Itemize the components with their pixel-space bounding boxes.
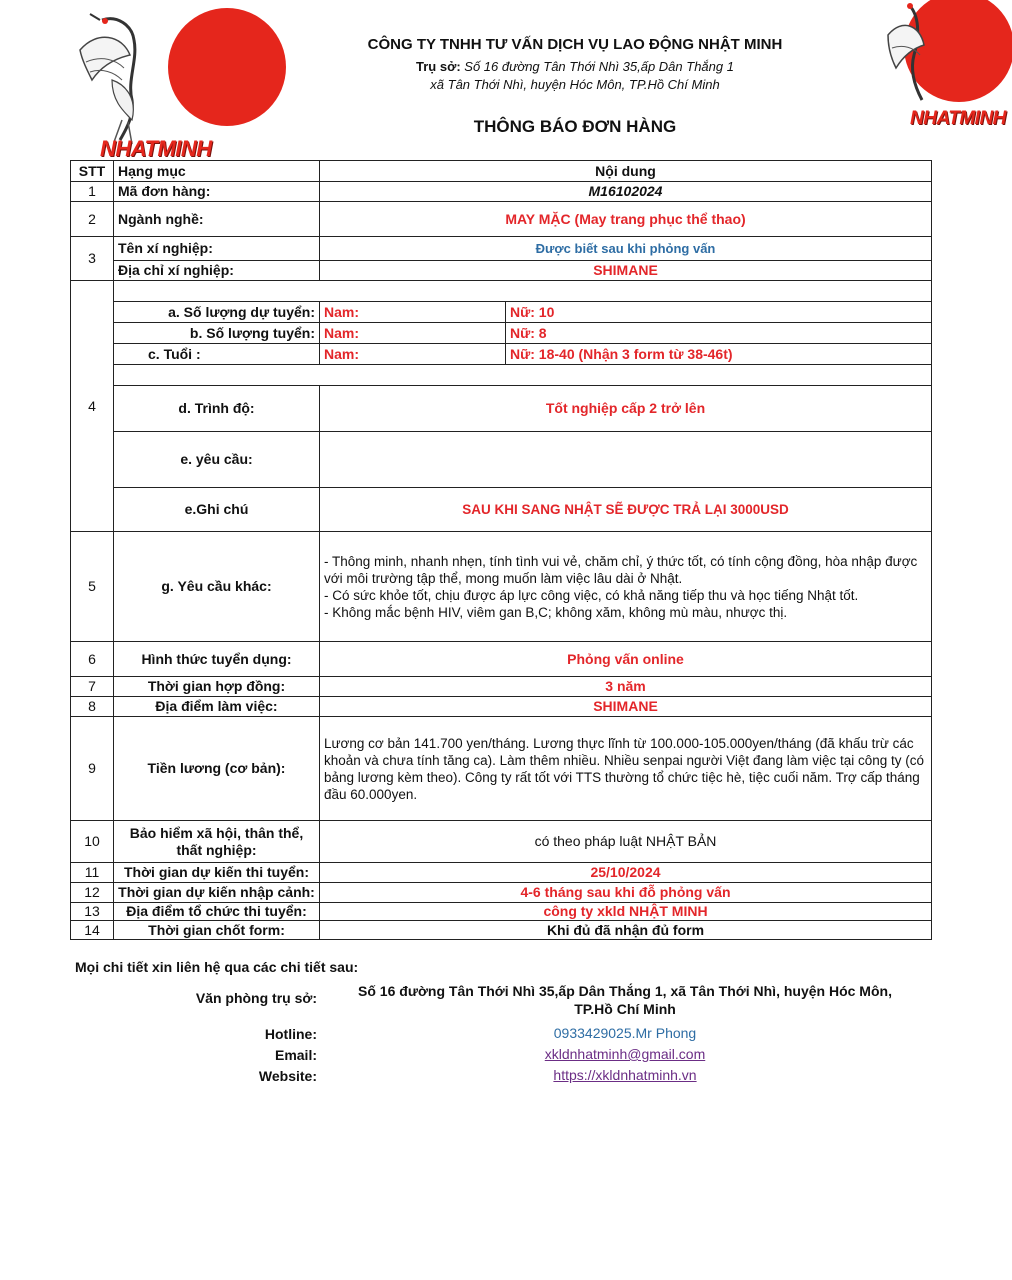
office-address-line2: xã Tân Thới Nhì, huyện Hóc Môn, TP.Hồ Chí Minh [430, 77, 720, 92]
company-name: CÔNG TY TNHH TƯ VẤN DỊCH VỤ LAO ĐỘNG NHẬT MINH [367, 36, 783, 53]
order-code: M16102024 [320, 182, 932, 202]
requirement-line: - Thông minh, nhanh nhẹn, tính tình vui vẻ, chăm chỉ, ý thức tốt, có tính cộng đồng, hòa nhập được với môi trường tập thể, mong muốn làm việc lâu dài ở Nhật. [324, 553, 918, 586]
row-number: 10 [71, 821, 114, 863]
crane-icon [72, 10, 182, 150]
table-row [71, 697, 932, 717]
row-label: Hình thức tuyển dụng: [114, 642, 320, 677]
row-number: 1 [71, 182, 114, 202]
row-number: 5 [71, 532, 114, 642]
entry-time-value: 4-6 tháng sau khi đỗ phỏng vấn [320, 883, 932, 903]
workplace-value: SHIMANE [320, 697, 932, 717]
row-label: e.Ghi chú [114, 488, 320, 532]
male-age: Nam: [320, 344, 506, 365]
table-row [71, 365, 932, 386]
blank-cell [114, 281, 932, 302]
row-label: c. Tuổi : [114, 344, 320, 365]
female-count: Nữ: 10 [506, 302, 932, 323]
table-row [71, 202, 932, 237]
row-label: g. Yêu cầu khác: [114, 532, 320, 642]
requirement-line: - Có sức khỏe tốt, chịu được áp lực công việc, có khả năng tiếp thu và học tiếng Nhật tốt. [324, 587, 859, 603]
header-stt: STT [71, 161, 114, 182]
table-row [71, 488, 932, 532]
order-table [70, 160, 932, 940]
education-value: Tốt nghiệp cấp 2 trở lên [320, 386, 932, 432]
logo-brand-text-right: NHATMINH [910, 108, 1006, 129]
row-label: Địa điểm tổ chức thi tuyển: [114, 903, 320, 921]
row-number: 8 [71, 697, 114, 717]
row-label: Thời gian dự kiến thi tuyển: [114, 863, 320, 883]
office-address-text: Số 16 đường Tân Thới Nhì 35,ấp Dân Thắng 1 [464, 59, 734, 74]
row-label: Thời gian dự kiến nhập cảnh: [114, 883, 320, 903]
female-count: Nữ: 8 [506, 323, 932, 344]
table-row [71, 344, 932, 365]
logo-brand-text-left: NHATMINH [100, 136, 212, 161]
row-label: Địa điểm làm việc: [114, 697, 320, 717]
row-label: Tiền lương (cơ bản): [114, 717, 320, 821]
row-label: a. Số lượng dự tuyển: [114, 302, 320, 323]
header-item: Hạng mục [114, 161, 320, 182]
table-row [71, 302, 932, 323]
row-label: d. Trình độ: [114, 386, 320, 432]
row-label: Địa chỉ xí nghiệp: [114, 261, 320, 281]
company-logo-right [884, 0, 1012, 132]
company-name-value: Được biết sau khi phỏng vấn [320, 237, 932, 261]
row-number: 7 [71, 677, 114, 697]
blank-cell [114, 365, 932, 386]
email-label: Email: [274, 1047, 317, 1063]
table-row [71, 182, 932, 202]
note-value: SAU KHI SANG NHẬT SẼ ĐƯỢC TRẢ LẠI 3000USD [320, 488, 932, 532]
row-number: 3 [71, 237, 114, 281]
office-label: Văn phòng trụ sở: [195, 990, 317, 1006]
email-link[interactable]: xkldnhatminh@gmail.com [544, 1046, 706, 1062]
row-number: 2 [71, 202, 114, 237]
requirement-value [320, 432, 932, 488]
row-label: Thời gian chốt form: [114, 921, 320, 940]
office-address-line: Số 16 đường Tân Thới Nhì 35,ấp Dân Thắng 1, xã Tân Thới Nhì, huyện Hóc Môn, [358, 983, 892, 999]
contact-heading: Mọi chi tiết xin liên hệ qua các chi tiết sau: [75, 959, 359, 975]
website-label: Website: [258, 1068, 317, 1084]
female-age: Nữ: 18-40 (Nhận 3 form từ 38-46t) [506, 344, 932, 365]
row-label: Tên xí nghiệp: [114, 237, 320, 261]
office-address-line: TP.Hồ Chí Minh [574, 1001, 676, 1017]
office-label: Trụ sở: [416, 59, 461, 74]
row-label: Thời gian hợp đồng: [114, 677, 320, 697]
insurance-value: có theo pháp luật NHẬT BẢN [320, 821, 932, 863]
header-content: Nội dung [320, 161, 932, 182]
document-title: THÔNG BÁO ĐƠN HÀNG [473, 117, 677, 136]
requirement-line: - Không mắc bệnh HIV, viêm gan B,C; không xăm, không mù màu, nhược thị. [324, 604, 788, 620]
male-count: Nam: [320, 302, 506, 323]
office-address-line1 [250, 59, 900, 74]
row-number: 9 [71, 717, 114, 821]
form-deadline-value: Khi đủ đã nhận đủ form [320, 921, 932, 940]
row-label: e. yêu cầu: [114, 432, 320, 488]
table-row [71, 863, 932, 883]
row-number: 14 [71, 921, 114, 940]
row-number: 4 [71, 281, 114, 532]
website-link[interactable]: https://xkldnhatminh.vn [553, 1067, 697, 1083]
table-row [71, 903, 932, 921]
table-row [71, 921, 932, 940]
table-row [71, 677, 932, 697]
industry-value: MAY MẶC (May trang phục thể thao) [320, 202, 932, 237]
row-number: 6 [71, 642, 114, 677]
row-label: Bảo hiểm xã hội, thân thể, thất nghiệp: [114, 821, 320, 863]
table-row [71, 261, 932, 281]
row-number: 12 [71, 883, 114, 903]
exam-location-value: công ty xkld NHẬT MINH [320, 903, 932, 921]
contract-value: 3 năm [320, 677, 932, 697]
company-logo-left [72, 6, 222, 161]
table-row [71, 821, 932, 863]
hotline-label: Hotline: [264, 1026, 317, 1042]
row-label: Mã đơn hàng: [114, 182, 320, 202]
table-row [71, 323, 932, 344]
recruit-method-value: Phỏng vấn online [320, 642, 932, 677]
table-row [71, 386, 932, 432]
male-count: Nam: [320, 323, 506, 344]
other-requirements [320, 532, 932, 642]
table-row [71, 237, 932, 261]
row-number: 13 [71, 903, 114, 921]
company-address-value: SHIMANE [320, 261, 932, 281]
office-address [330, 982, 920, 1018]
table-row [71, 432, 932, 488]
hotline-value: 0933429025.Mr Phong [553, 1025, 697, 1041]
table-row [71, 532, 932, 642]
row-number: 11 [71, 863, 114, 883]
table-row [71, 642, 932, 677]
exam-date-value: 25/10/2024 [320, 863, 932, 883]
table-row [71, 883, 932, 903]
table-header-row [71, 161, 932, 182]
row-label: Ngành nghề: [114, 202, 320, 237]
table-row [71, 281, 932, 302]
row-label: b. Số lượng tuyển: [114, 323, 320, 344]
table-row [71, 717, 932, 821]
salary-value: Lương cơ bản 141.700 yen/tháng. Lương thực lĩnh từ 100.000-105.000yen/tháng (đã khấu trừ các khoản và chưa tính tăng ca). Làm thêm nhiều. Nhiều senpai người Việt đang làm việc tại công ty (có bảng lương kèm theo). Công ty rất tốt với TTS thường tổ chức tiệc hè, tiệc cuối năm. Trợ cấp tháng đầu 60.000yen. [320, 717, 932, 821]
